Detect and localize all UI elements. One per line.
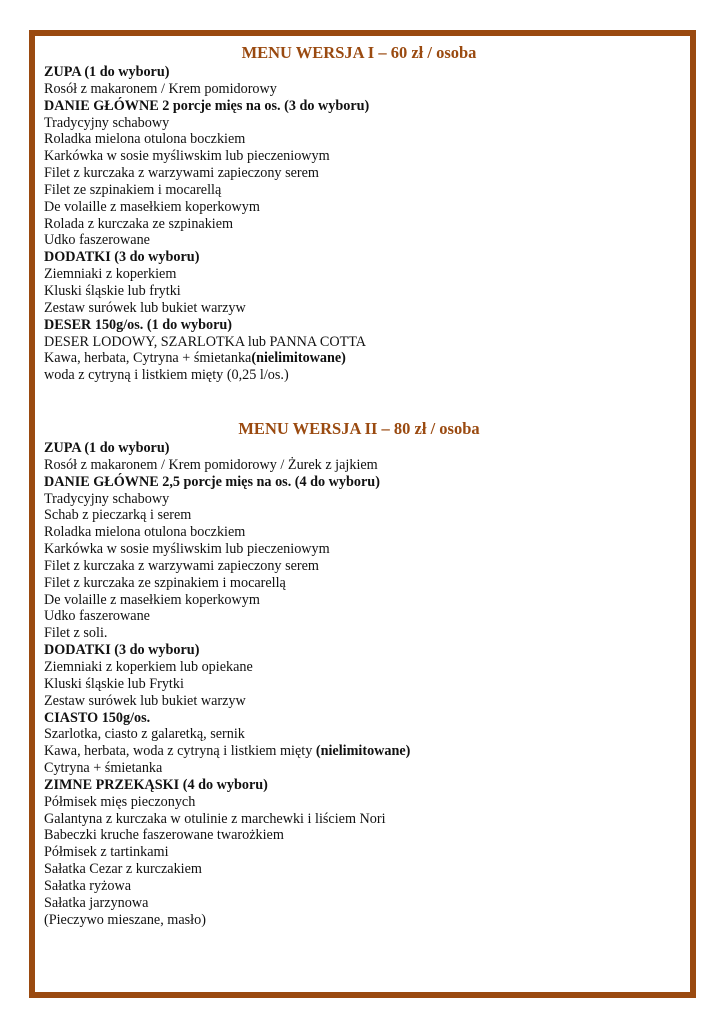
menu-2-danie-header: DANIE GŁÓWNE 2,5 porcje mięs na os. (4 do wyboru) <box>44 473 380 490</box>
menu-1-dodatki-item: Zestaw surówek lub bukiet warzyw <box>44 299 246 316</box>
menu-1-water-line: woda z cytryną i listkiem mięty (0,25 l/os.) <box>44 367 289 384</box>
menu-2-zimne-item: Półmisek mięs pieczonych <box>44 793 196 810</box>
menu-1-drinks-text: Kawa, herbata, Cytryna + śmietanka <box>44 350 252 367</box>
menu-2-danie-item: Karkówka w sosie myśliwskim lub pieczeniowym <box>44 541 330 558</box>
menu-2-zupa-header: ZUPA (1 do wyboru) <box>44 440 170 457</box>
menu-2-zimne-item: Sałatka Cezar z kurczakiem <box>44 861 202 878</box>
menu-2-ciasto-item: Szarlotka, ciasto z galaretką, sernik <box>44 726 245 743</box>
menu-2-zimne-header: ZIMNE PRZEKĄSKI (4 do wyboru) <box>44 776 268 793</box>
menu-document <box>44 42 674 929</box>
menu-1-dodatki-header: DODATKI (3 do wyboru) <box>44 249 200 266</box>
menu-2-title: MENU WERSJA II – 80 zł / osoba <box>238 419 480 439</box>
menu-2-danie-item: Filet z soli. <box>44 625 108 642</box>
menu-1-drinks-line <box>44 350 674 367</box>
menu-2-danie-item: Filet z kurczaka z warzywami zapieczony serem <box>44 557 319 574</box>
menu-2-danie-item: Tradycyjny schabowy <box>44 490 170 507</box>
menu-2-danie-item: Udko faszerowane <box>44 608 150 625</box>
menu-2-zimne-item: Babeczki kruche faszerowane twarożkiem <box>44 827 284 844</box>
menu-2-zimne-item: Półmisek z tartinkami <box>44 844 169 861</box>
menu-1-drinks-unlimited: (nielimitowane) <box>251 350 346 367</box>
menu-1-danie-item: Udko faszerowane <box>44 232 150 249</box>
menu-1-danie-item: Karkówka w sosie myśliwskim lub pieczeniowym <box>44 148 330 165</box>
menu-2-dodatki-item: Kluski śląskie lub Frytki <box>44 675 184 692</box>
menu-1-danie-item: Rolada z kurczaka ze szpinakiem <box>44 215 234 232</box>
menu-2-zimne-item: (Pieczywo mieszane, masło) <box>44 911 206 928</box>
menu-1-danie-item: Filet z kurczaka z warzywami zapieczony serem <box>44 165 319 182</box>
menu-1-danie-item: Roladka mielona otulona boczkiem <box>44 131 246 148</box>
menu-2-danie-item: Schab z pieczarką i serem <box>44 507 192 524</box>
menu-2-dodatki-item: Ziemniaki z koperkiem lub opiekane <box>44 659 253 675</box>
menu-2-danie-item: Roladka mielona otulona boczkiem <box>44 524 246 541</box>
menu-1-dodatki-item: Kluski śląskie lub frytki <box>44 282 181 299</box>
menu-1-deser-header: DESER 150g/os. (1 do wyboru) <box>44 316 233 333</box>
menu-2-drinks-unlimited: (nielimitowane) <box>315 743 411 760</box>
menu-2-dodatki-item: Zestaw surówek lub bukiet warzyw <box>44 692 246 709</box>
menu-2-dodatki-header: DODATKI (3 do wyboru) <box>44 642 200 659</box>
menu-2-zimne-item: Sałatka ryżowa <box>44 877 132 894</box>
menu-1-danie-header: DANIE GŁÓWNE 2 porcje mięs na os. (3 do wyboru) <box>44 97 370 114</box>
menu-2-drinks-text: Kawa, herbata, woda z cytryną i listkiem mięty <box>44 743 316 760</box>
menu-1-title: MENU WERSJA I – 60 zł / osoba <box>241 43 477 62</box>
menu-2-danie-item: De volaille z masełkiem koperkowym <box>44 591 260 608</box>
menu-version-1 <box>44 42 674 384</box>
menu-1-dodatki-item: Ziemniaki z koperkiem <box>44 266 177 283</box>
menu-2-danie-item: Filet z kurczaka ze szpinakiem i mocarellą <box>44 574 286 591</box>
menu-1-deser-item: DESER LODOWY, SZARLOTKA lub PANNA COTTA <box>44 333 367 350</box>
menu-2-zimne-item: Galantyna z kurczaka w otulinie z marchewki i liściem Nori <box>44 810 386 827</box>
menu-2-cytryna-line: Cytryna + śmietanka <box>44 760 163 777</box>
menu-1-danie-item: De volaille z masełkiem koperkowym <box>44 198 260 215</box>
section-spacer <box>44 384 674 418</box>
menu-1-danie-item: Filet ze szpinakiem i mocarellą <box>44 181 222 198</box>
menu-2-ciasto-header: CIASTO 150g/os. <box>44 709 151 726</box>
menu-2-drinks-line <box>44 743 674 760</box>
menu-version-2 <box>44 418 674 928</box>
menu-1-zupa-header: ZUPA (1 do wyboru) <box>44 64 170 80</box>
menu-2-zimne-item: Sałatka jarzynowa <box>44 894 149 911</box>
menu-2-zupa-item: Rosół z makaronem / Krem pomidorowy / Żurek z jajkiem <box>44 456 378 473</box>
menu-1-danie-item: Tradycyjny schabowy <box>44 114 170 131</box>
menu-1-zupa-item: Rosół z makaronem / Krem pomidorowy <box>44 80 277 97</box>
